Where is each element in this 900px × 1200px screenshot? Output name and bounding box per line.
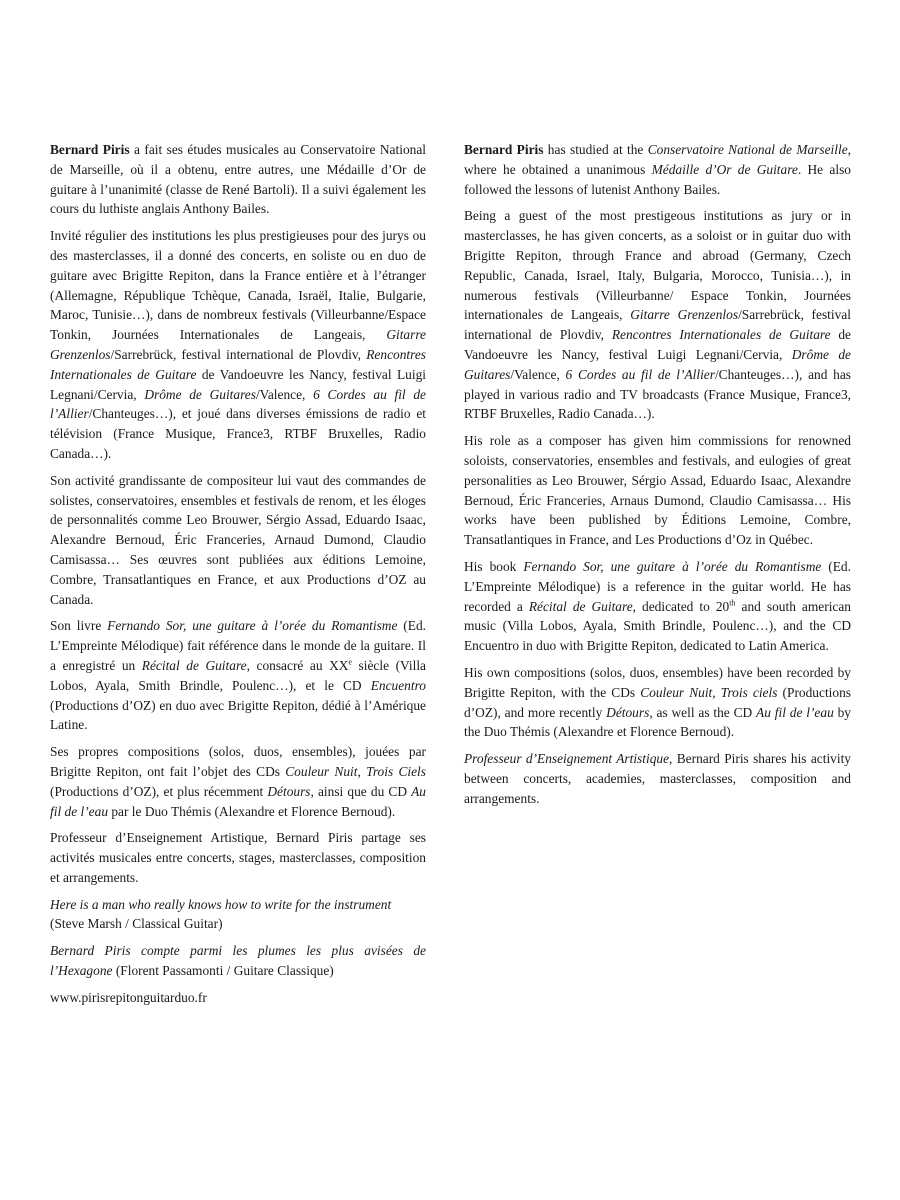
- en-paragraph-book: His book Fernando Sor, une guitare à l’orée du Romantisme (Ed. L’Empreinte Mélodique) is a reference in the guitar world. He has recorded a Récital de Guitare, dedicated to 20th and south american music (Villa Lobos, Ayala, Smith Brindle, Poulenc…), and the CD Encuentro in duo with Brigitte Repiton, dedicated to Latin America.: [464, 558, 851, 654]
- en-paragraph-intro: Bernard Piris has studied at the Conservatoire National de Marseille, where he obtained a unanimous Médaille d’Or de Guitare. He also followed the lessons of lutenist Anthony Bailes.: [464, 142, 851, 197]
- fr-paragraph-intro: Bernard Piris a fait ses études musicales au Conservatoire National de Marseille, où il a obtenu, entre autres, une Médaille d’Or de guitare à l’unanimité (classe de René Bartoli). Il a suivi également les cours du luthiste anglais Anthony Bailes.: [50, 142, 426, 217]
- fr-paragraph-teaching: Professeur d’Enseignement Artistique, Bernard Piris partage ses activités musicales entre concerts, stages, masterclasses, composition et arrangements.: [50, 830, 426, 885]
- press-quote-florent-passamonti: Bernard Piris compte parmi les plumes les plus avisées de l’Hexagone (Florent Passamonti / Guitare Classique): [50, 943, 426, 979]
- french-biography-column: [50, 140, 426, 1015]
- fr-paragraph-concerts: Invité régulier des institutions les plus prestigieuses pour des jurys ou des masterclasses, il a donné des concerts, en soliste ou en duo de guitare avec Brigitte Repiton, dans la France entière et à l’étranger (Allemagne, République Tchèque, Canada, Israël, Italie, Bulgarie, Maroc, Tunisie…), dans de nombreux festivals (Villeurbanne/Espace Tonkin, Journées Internationales de Langeais, Gitarre Grenzenlos/Sarrebrück, festival international de Plovdiv, Rencontres Internationales de Guitare de Vandoeuvre les Nancy, festival Luigi Legnani/Cervia, Drôme de Guitares/Valence, 6 Cordes au fil de l’Allier/Chanteuges…), et joué dans diverses émissions de radio et télévision (France Musique, France3, RTBF Bruxelles, Radio Canada…).: [50, 228, 426, 461]
- en-paragraph-recordings: His own compositions (solos, duos, ensembles) have been recorded by Brigitte Repiton, with the CDs Couleur Nuit, Trois ciels (Productions d’OZ), and more recently Détours, as well as the CD Au fil de l’eau by the Duo Thémis (Alexandre et Florence Bernoud).: [464, 664, 851, 740]
- artist-name: Bernard Piris: [50, 142, 130, 157]
- fr-paragraph-recordings: Ses propres compositions (solos, duos, ensembles), jouées par Brigitte Repiton, ont fait l’objet des CDs Couleur Nuit, Trois Ciels (Productions d’OZ), et plus récemment Détours, ainsi que du CD Au fil de l’eau par le Duo Thémis (Alexandre et Florence Bernoud).: [50, 744, 426, 819]
- en-paragraph-composer: His role as a composer has given him commissions for renowned soloists, conservatories, ensembles and festivals, and eulogies of great personalities as Leo Brouwer, Sérgio Assad, Eduardo Isaac, Alexandre Bernoud, Éric Franceries, Arnaus Dumond, Claudio Camisassa… His works have been published by Éditions Lemoine, Combre, Transatlantiques in France, and Les Productions d’Oz in Québec.: [464, 433, 851, 548]
- fr-paragraph-book: Son livre Fernando Sor, une guitare à l’orée du Romantisme (Ed. L’Empreinte Mélodique) fait référence dans le monde de la guitare. Il a enregistré un Récital de Guitare, consacré au XXe siècle (Villa Lobos, Ayala, Smith Brindle, Poulenc…), et le CD Encuentro (Productions d’OZ) en duo avec Brigitte Repiton, dédié à l’Amérique Latine.: [50, 618, 426, 733]
- en-paragraph-teaching: Professeur d’Enseignement Artistique, Bernard Piris shares his activity between concerts, academies, masterclasses, composition and arrangements.: [464, 751, 852, 806]
- website-link[interactable]: www.pirisrepitonguitarduo.fr: [50, 989, 207, 1005]
- artist-name: Bernard Piris: [464, 142, 544, 157]
- press-quote-steve-marsh: Here is a man who really knows how to write for the instrument (Steve Marsh / Classical Guitar): [50, 896, 392, 932]
- en-paragraph-concerts: Being a guest of the most prestigeous institutions as jury or in masterclasses, he has given concerts, as a soloist or in guitar duo with Brigitte Repiton, through France and abroad (Germany, Czech Republic, Canada, Israel, Italy, Bulgaria, Morocco, Tunisia…), in numerous festivals (Villeurbanne/ Espace Tonkin, Journées internationales de Langeais, Gitarre Grenzenlos/Sarrebrück, festival international de Plovdiv, Rencontres Internationales de Guitare de Vandoeuvre les Nancy, festival Luigi Legnani/Cervia, Drôme de Guitares/Valence, 6 Cordes au fil de l’Allier/Chanteuges…), and has played in various radio and TV broadcasts (France Musique, France3, RTBF Bruxelles, Radio Canada…).: [464, 208, 851, 422]
- fr-paragraph-composer: Son activité grandissante de compositeur lui vaut des commandes de solistes, conservatoires, ensembles et festivals de renom, et les éloges de personnalités comme Leo Brouwer, Sérgio Assad, Eduardo Isaac, Alexandre Bernoud, Éric Franceries, Arnaud Dumond, Claudio Camisassa… Ses œuvres sont publiées aux éditions Lemoine, Combre, Transatlantiques en France, et aux Productions d’OZ au Canada.: [50, 472, 426, 607]
- english-biography-column: [464, 140, 851, 816]
